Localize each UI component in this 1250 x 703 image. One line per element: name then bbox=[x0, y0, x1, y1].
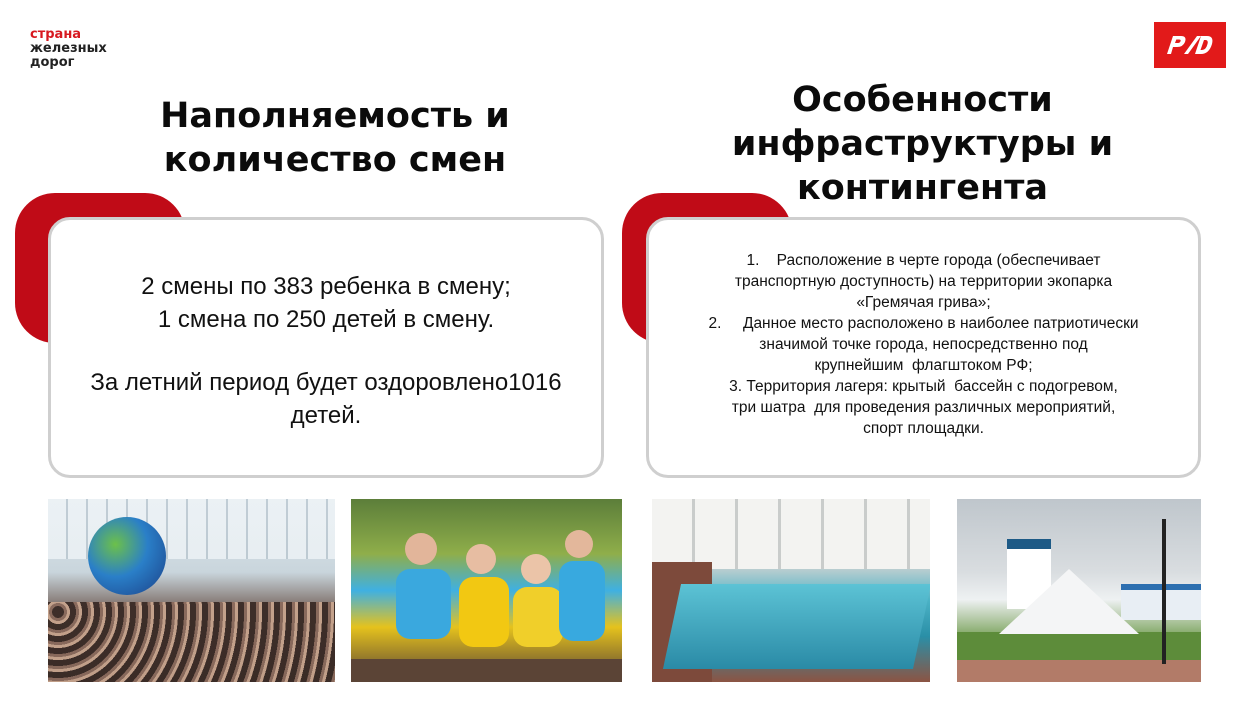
right-info-card bbox=[646, 217, 1201, 478]
infra-line-1: 1. Расположение в черте города (обеспечивает bbox=[746, 252, 1101, 269]
left-info-card bbox=[48, 217, 604, 478]
right-title-line-2: инфраструктуры и bbox=[731, 124, 1114, 164]
infrastructure-list bbox=[649, 250, 1198, 439]
summer-line-1: За летний период будет оздоровлено1016 bbox=[90, 369, 562, 396]
infra-line-6: крупнейшим флагштоком РФ; bbox=[814, 357, 1033, 374]
infra-line-3: «Гремячая грива»; bbox=[856, 294, 991, 311]
globe-balloon-icon bbox=[88, 517, 166, 595]
infra-line-2: транспортную доступность) на территории экопарка bbox=[734, 273, 1113, 290]
infra-line-8: три шатра для проведения различных мероприятий, bbox=[731, 399, 1116, 416]
brand-line-2: железных bbox=[30, 41, 107, 56]
infra-line-5: значимой точке города, непосредственно под bbox=[759, 336, 1088, 353]
shift-line-2: 1 смена по 250 детей в смену. bbox=[157, 306, 495, 333]
photo-children-group bbox=[351, 499, 622, 682]
left-title-line-2: количество смен bbox=[163, 140, 507, 180]
photo-tent-and-tower bbox=[957, 499, 1201, 682]
right-title-line-1: Особенности bbox=[792, 80, 1053, 120]
brand-line-1: страна bbox=[30, 27, 82, 42]
photo-indoor-pool bbox=[652, 499, 930, 682]
brand-line-3: дорог bbox=[30, 55, 75, 70]
white-tent-icon bbox=[999, 569, 1139, 634]
left-title-line-1: Наполняемость и bbox=[160, 96, 510, 136]
summer-total-text bbox=[51, 366, 601, 432]
rzd-logo-mark bbox=[1163, 32, 1217, 58]
brand-wordmark bbox=[30, 28, 107, 70]
photo-children-hall-with-globe bbox=[48, 499, 335, 682]
infra-line-9: спорт площадки. bbox=[863, 420, 984, 437]
right-section-title bbox=[650, 78, 1195, 210]
left-section-title bbox=[60, 94, 610, 182]
rzd-logo-icon bbox=[1154, 22, 1226, 68]
infra-line-7: 3. Территория лагеря: крытый бассейн с подогревом, bbox=[729, 378, 1118, 395]
right-title-line-3: контингента bbox=[796, 168, 1049, 208]
infra-line-4: 2. Данное место расположено в наиболее патриотически bbox=[708, 315, 1139, 332]
street-lamp-icon bbox=[1162, 519, 1166, 664]
summer-line-2: детей. bbox=[290, 402, 362, 429]
shift-capacity-text bbox=[51, 270, 601, 336]
shift-line-1: 2 смены по 383 ребенка в смену; bbox=[141, 273, 511, 300]
